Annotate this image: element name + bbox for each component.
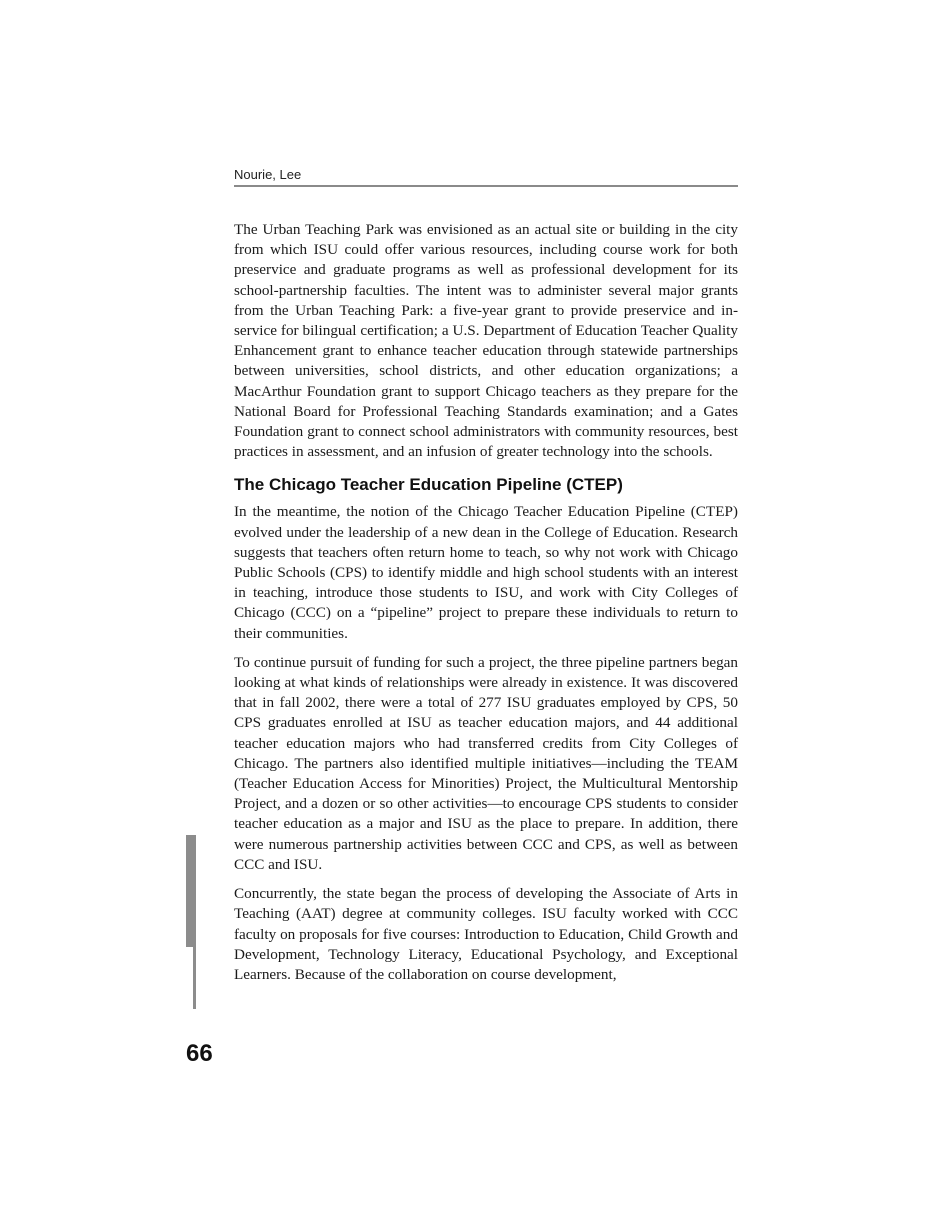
section-heading: The Chicago Teacher Education Pipeline (CTEP) bbox=[234, 475, 623, 495]
header-rule bbox=[234, 185, 738, 187]
body-paragraph-1: The Urban Teaching Park was envisioned as an actual site or building in the city from which ISU could offer various resources, including course work for both preservice and graduate programs as well as professional development for its school-partnership faculties. The intent was to administer several major grants from the Urban Teaching Park: a five-year grant to provide preservice and in-service for bilingual certification; a U.S. Department of Education Teacher Quality Enhancement grant to enhance teacher education through statewide partnerships between universities, school districts, and other education organizations; a MacArthur Foundation grant to support Chicago teachers as they prepare for the National Board for Professional Teaching Standards examination; and a Gates Foundation grant to connect school administrators with community resources, best practices in assessment, and an infusion of greater technology into the schools. bbox=[234, 221, 738, 461]
body-paragraph-4: Concurrently, the state began the process of developing the Associate of Arts in Teaching (AAT) degree at community colleges. ISU faculty worked with CCC faculty on proposals for five courses: Introduction to Education, Child Growth and Development, Technology Literacy, Educational Psychology, and Exceptional Learners. Because of the collaboration on course development, bbox=[234, 885, 738, 983]
page-body bbox=[234, 220, 738, 994]
margin-bar-tail bbox=[193, 947, 196, 1009]
page-number: 66 bbox=[186, 1040, 213, 1067]
body-paragraph-3: To continue pursuit of funding for such a project, the three pipeline partners began looking at what kinds of relationships were already in existence. It was discovered that in fall 2002, there were a total of 277 ISU graduates employed by CPS, 50 CPS graduates enrolled at ISU as teacher education majors, and 44 additional teacher education majors who had transferred credits from City Colleges of Chicago. The partners also identified multiple initiatives—including the TEAM (Teacher Education Access for Minorities) Project, the Multicultural Mentorship Project, and a dozen or so other activities—to encourage CPS students to consider teacher education as a major and ISU as the place to prepare. In addition, there were numerous partnership activities between CCC and CPS, as well as between CCC and ISU. bbox=[234, 653, 738, 873]
running-head: Nourie, Lee bbox=[234, 167, 302, 182]
margin-bar bbox=[186, 835, 196, 947]
body-paragraph-2: In the meantime, the notion of the Chicago Teacher Education Pipeline (CTEP) evolved under the leadership of a new dean in the College of Education. Research suggests that teachers often return home to teach, so why not work with Chicago Public Schools (CPS) to identify middle and high school students with an interest in teaching, introduce those students to ISU, and work with City Colleges of Chicago (CCC) on a “pipeline” project to prepare these individuals to return to their communities. bbox=[234, 503, 738, 642]
